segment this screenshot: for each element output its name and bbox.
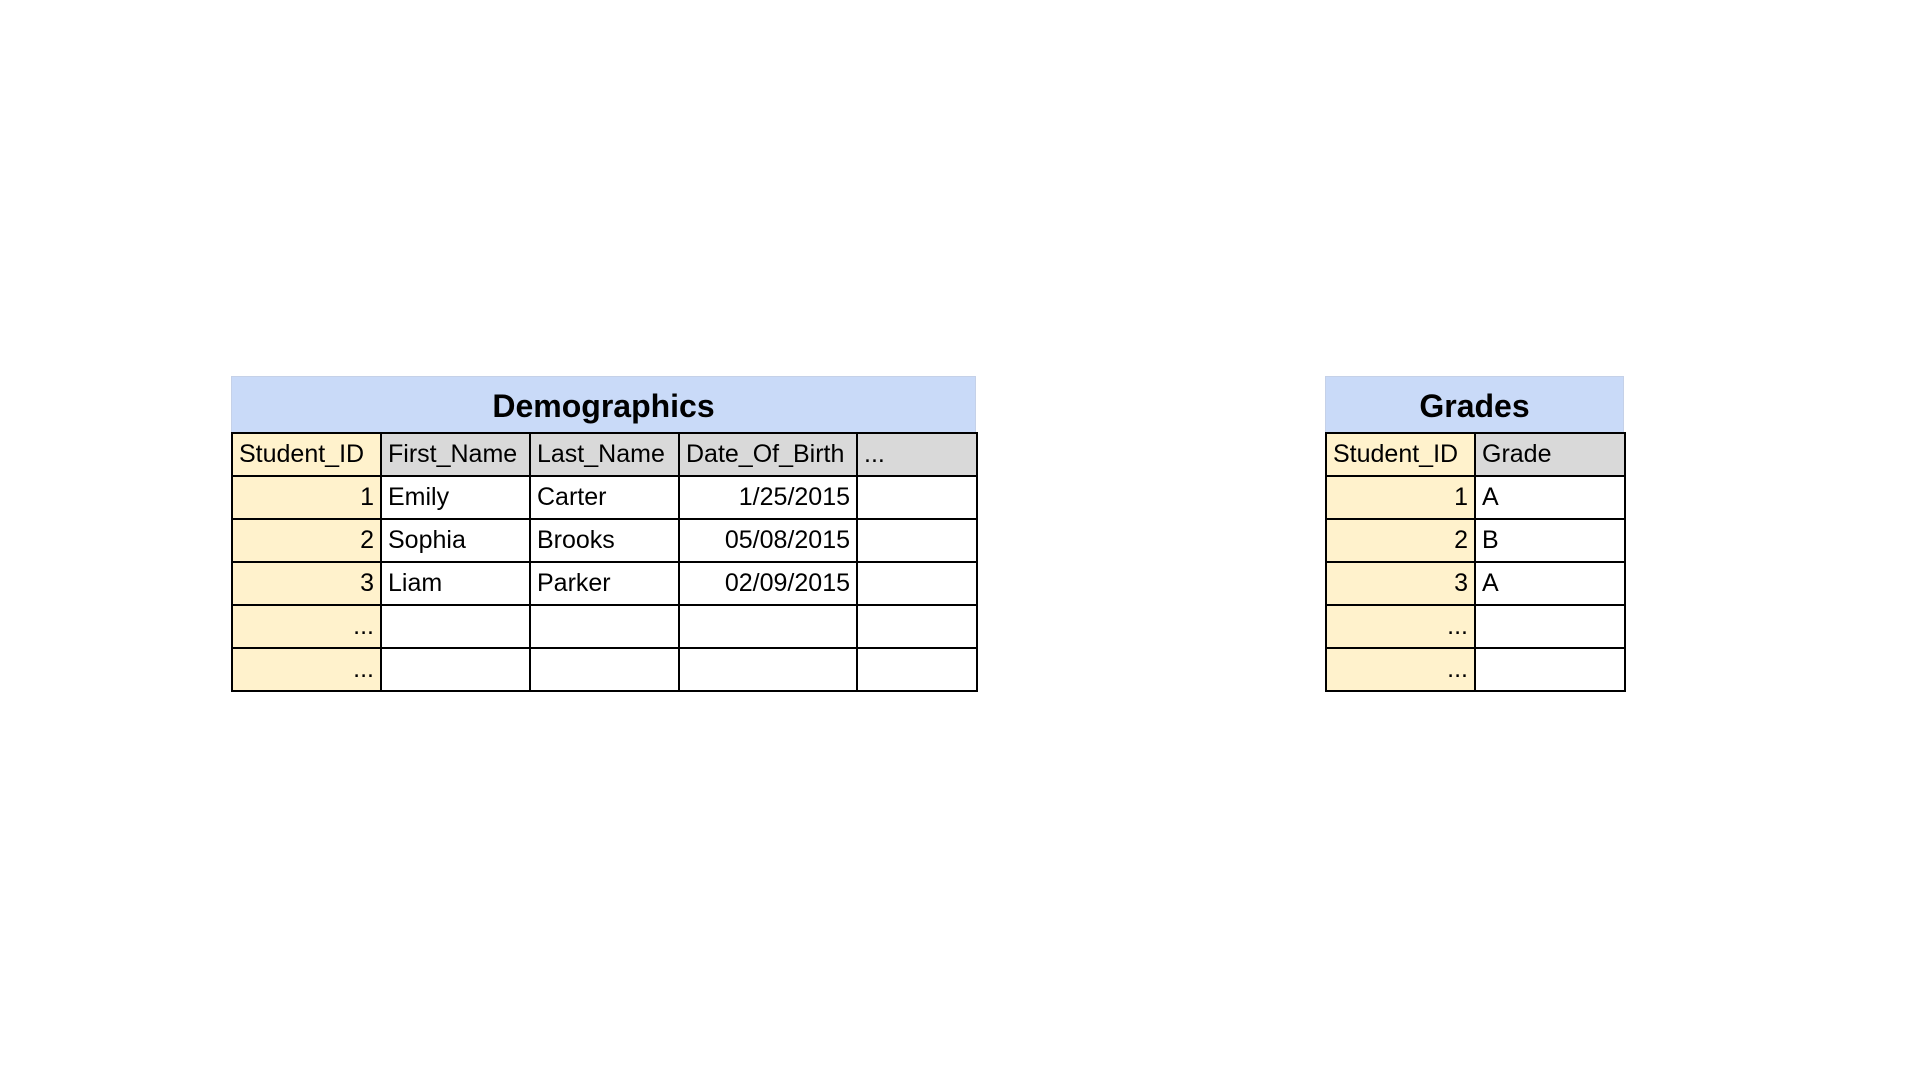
student-id-cell: 2 [1326,519,1475,562]
table-row [1326,562,1625,605]
student-id-cell: 3 [1326,562,1475,605]
last-name-cell: Parker [530,562,679,605]
last-name-cell [530,648,679,691]
more-cell [857,648,977,691]
table-row [1326,605,1625,648]
table-row [1326,519,1625,562]
demographics-table [231,432,978,692]
table-row [232,476,977,519]
grades-table [1325,432,1626,692]
date-of-birth-cell: 02/09/2015 [679,562,857,605]
grades-title: Grades [1325,376,1624,432]
student-id-cell: ... [1326,605,1475,648]
demographics-header-more: ... [857,433,977,476]
grade-cell: A [1475,562,1625,605]
first-name-cell: Liam [381,562,530,605]
first-name-cell: Emily [381,476,530,519]
student-id-cell: ... [232,648,381,691]
student-id-cell: 1 [1326,476,1475,519]
last-name-cell: Brooks [530,519,679,562]
student-id-cell: 1 [232,476,381,519]
table-row [1326,648,1625,691]
grade-cell: B [1475,519,1625,562]
demographics-header-row [232,433,977,476]
demographics-header-first-name: First_Name [381,433,530,476]
student-id-cell: 3 [232,562,381,605]
date-of-birth-cell: 1/25/2015 [679,476,857,519]
grades-header-grade: Grade [1475,433,1625,476]
date-of-birth-cell [679,605,857,648]
grade-cell [1475,605,1625,648]
demographics-header-last-name: Last_Name [530,433,679,476]
grade-cell: A [1475,476,1625,519]
student-id-cell: 2 [232,519,381,562]
more-cell [857,562,977,605]
student-id-cell: ... [1326,648,1475,691]
date-of-birth-cell: 05/08/2015 [679,519,857,562]
table-row [232,605,977,648]
demographics-table-block [231,376,976,692]
table-row [232,562,977,605]
more-cell [857,476,977,519]
first-name-cell: Sophia [381,519,530,562]
date-of-birth-cell [679,648,857,691]
grades-table-block [1325,376,1624,692]
student-id-cell: ... [232,605,381,648]
demographics-header-date-of-birth: Date_Of_Birth [679,433,857,476]
grades-header-student-id: Student_ID [1326,433,1475,476]
first-name-cell [381,605,530,648]
table-row [1326,476,1625,519]
last-name-cell: Carter [530,476,679,519]
first-name-cell [381,648,530,691]
demographics-header-student-id: Student_ID [232,433,381,476]
table-row [232,648,977,691]
grades-header-row [1326,433,1625,476]
table-row [232,519,977,562]
more-cell [857,605,977,648]
more-cell [857,519,977,562]
grade-cell [1475,648,1625,691]
demographics-title: Demographics [231,376,976,432]
last-name-cell [530,605,679,648]
